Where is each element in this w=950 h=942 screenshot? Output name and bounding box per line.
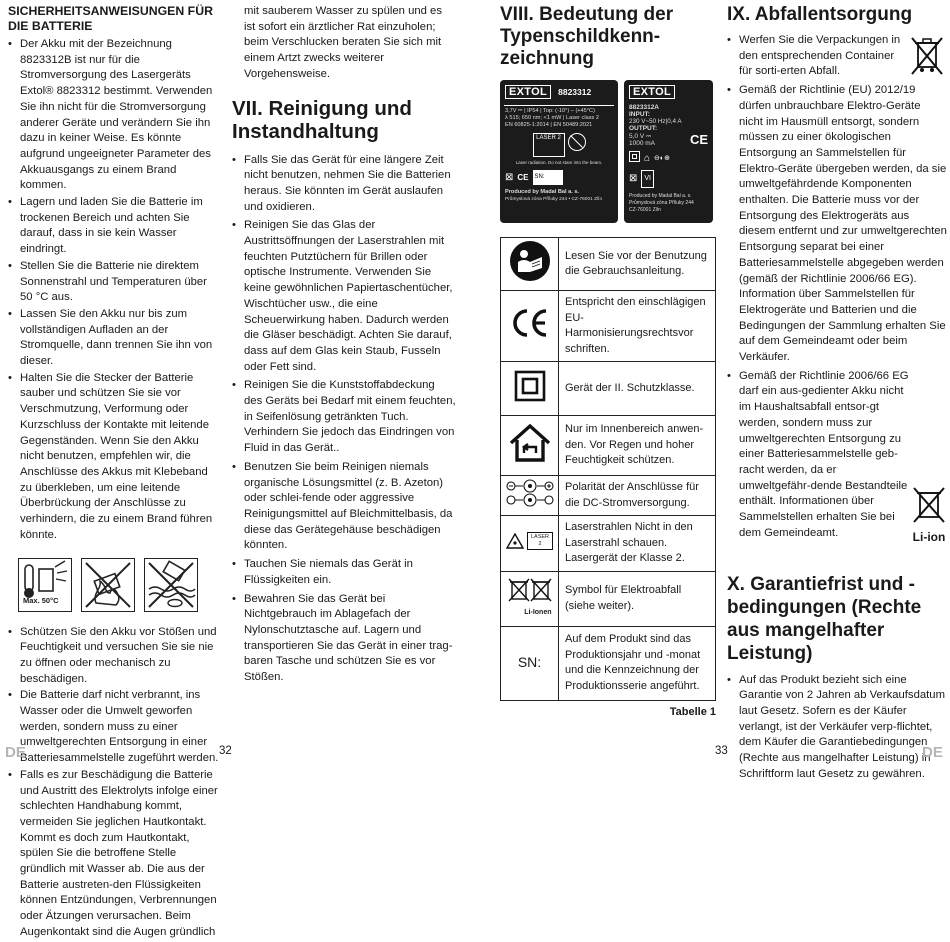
input-label: INPUT: xyxy=(629,110,650,118)
laser-class-box: LASER 2 xyxy=(533,133,565,157)
model-number: 8823312 xyxy=(558,87,592,97)
weee-small-icon: ⊠ xyxy=(629,173,638,185)
battery-warning-icons xyxy=(18,558,222,612)
list-item: • Tauchen Sie niemals das Gerät in Flüssigkeiten ein. xyxy=(232,557,456,588)
list-item: • Bewahren Sie das Gerät bei Nichtgebrauch im Ablagefach der Nylonschutztasche auf. Lagern und transportieren Sie das Gerät in einer trag-baren Tasche und schützen Sie es vor Stößen. xyxy=(232,592,456,686)
weee-battery-icon xyxy=(911,485,947,525)
disposal-list xyxy=(727,33,947,542)
table-row xyxy=(501,626,716,700)
laser-no-stare-icon xyxy=(568,133,586,151)
laser-warning-icon xyxy=(506,532,553,550)
battery-safety-list-b xyxy=(8,625,222,941)
laser-warning-text: Laser radiation. Do not stare into the beam. xyxy=(515,159,603,165)
list-item: • Werfen Sie die Verpackungen in den entsprechenden Container für sorti-erten Abfall. xyxy=(727,33,947,80)
efficiency-small-icon: VI xyxy=(641,170,654,188)
ce-small-icon: CE xyxy=(689,131,708,147)
weee-li-ion-group xyxy=(911,485,947,544)
list-item: • Falls es zur Beschädigung die Batterie und Austritt des Elektrolyts infolge einer schlechten Handhabung kommt, vermeiden Sie jeglichen Hautkontakt. Kommt es doch zum Hautkontakt, spülen Sie die betroffene Stelle gründlich mit Wasser ab. Die aus der Batterie austreten-den Flüssigkeiten können Entzündungen, Verbrennungen oder Ätzungen verursachen. Beim Augenkontakt sind die Augen gründlich xyxy=(8,768,222,941)
weee-li-ion-icon xyxy=(508,577,552,617)
producer-address: Průmyslová zóna Příluky 244 xyxy=(629,199,694,206)
temperature-label: Max. 50°C xyxy=(23,595,59,605)
table-row xyxy=(501,476,716,516)
list-item: • Auf das Produkt bezieht sich eine Garantie von 2 Jahren ab Verkaufsdatum laut Gesetz. Sofern es der Käufer verlangt, ist der Verkäufer verp-flichtet, dem Käufer die Garantiebedingungen (Rechte aus mangelhafter Leistung) in Schriftform laut Gesetz zu gewähren. xyxy=(727,673,947,783)
list-item: • Der Akku mit der Bezeichnung 8823312B ist nur für die Stromversorgung des Lasergeräts Extol® 8823312 bestimmt. Verwenden Sie ihn nicht für die Stromversorgung anderer Geräte und verändern Sie ihn dazu in keiner Weise. Es könnte aufgrund ungeeigneter Parameter des Akkuausgangs zu einem Brand kommen. xyxy=(8,37,222,194)
rating-label-charger xyxy=(624,80,713,223)
model-number: 8823312A xyxy=(629,103,659,111)
indoor-use-icon xyxy=(508,423,552,463)
disposal-heading: IX. Abfallentsorgung xyxy=(727,4,913,25)
symbol-table xyxy=(500,237,716,701)
ce-small-icon: CE xyxy=(517,172,529,182)
table-cell-text: Entspricht den einschlägigen EU-Harmonisierungsrechtsvor schriften. xyxy=(559,291,716,362)
spec-line-3: EN 60825-1:2014 | EN 50489:2021 xyxy=(505,121,593,128)
laser-class-label: LASER 2 xyxy=(527,532,553,550)
table-row xyxy=(501,238,716,291)
dc-polarity-icon xyxy=(504,478,556,508)
producer-text: Produced by Madal Bal a. s. xyxy=(629,192,692,199)
table-row xyxy=(501,362,716,416)
polarity-small-icon: ⊖◐⊕ xyxy=(654,155,671,163)
input-value: 230 V~50 Hz|0,4 A xyxy=(629,117,682,125)
weee-small-icon: ⊠ xyxy=(505,171,514,183)
table-cell-text: Symbol für Elektroabfall (siehe weiter). xyxy=(559,571,716,626)
brand-logo: EXTOL xyxy=(629,85,675,99)
column-rating-plate xyxy=(500,4,718,720)
column-disposal-warranty xyxy=(727,4,947,783)
list-item: • Reinigen Sie das Glas der Austrittsöffnungen der Laserstrahlen mit feuchten Putztüchern für Brillen oder optische Instrumente. Verwenden Sie keine gewöhnlichen Papiertaschentücher, Wischtücher usw., die eine Scheuerwirkung haben. Dadurch werden die Gläser beschädigt. Achten Sie darauf, dass auf dem Glas kein Staub, Fusseln oder Fett sind. xyxy=(232,218,456,375)
list-item: • Lassen Sie den Akku nur bis zum vollständigen Aufladen an der Stromquelle, dann trennen Sie ihn von dieser. xyxy=(8,307,222,370)
ce-mark-icon xyxy=(510,308,550,338)
read-manual-icon xyxy=(509,240,551,282)
list-item: • Schützen Sie den Akku vor Stößen und Feuchtigkeit und versuchen Sie sie nie zu öffnen oder mechanisch zu beschädigen. xyxy=(8,625,222,688)
list-item: • Gemäß der Richtlinie (EU) 2012/19 dürfen unbrauchbare Elektro-Geräte nicht im Hausmüll entsorgt, sondern müssen zu einer ökologischen Entsorgung an Sammelstellen für Elektro-Geräte übergeben werden, da sie umweltgefährdende Komponenten enthalten. Die Batterie muss vor der Entsorgung des Elektrogeräts aus diesem entfernt und zur umweltgerechten Entsorgung separat bei einer Batteriesammelstelle abgegeben werden (gemäß der Richtlinie 2006/66 EG). Information über Sammelstellen für Elektrogeräte und Batterien und die Bedingungen der Sammlung erhalten Sie auf dem Gemeindeamt oder beim Verkäufer. xyxy=(727,83,947,366)
warranty-heading: X. Garantiefrist und -bedingungen (Rechte aus mangelhafter Leistung) xyxy=(727,573,922,664)
output-current: 1000 mA xyxy=(629,139,656,147)
table-row xyxy=(501,291,716,362)
cleaning-heading: VII. Reinigung und Instandhaltung xyxy=(232,96,412,144)
table-cell-text: Auf dem Produkt sind das Produktionsjahr und -monat und die Kennzeichnung der Produktionsserie angeführt. xyxy=(559,626,716,700)
list-item: • Die Batterie darf nicht verbrannt, ins Wasser oder die Umwelt geworfen werden, sondern muss zu einer umweltgerechten Entsorgung in einer Batteriesammelstelle zugeführt werden. xyxy=(8,688,222,767)
rating-label-device xyxy=(500,80,618,223)
battery-safety-title: SICHERHEITSANWEISUNGEN FÜR DIE BATTERIE xyxy=(8,4,213,33)
column-battery-safety xyxy=(8,4,222,942)
table-cell-text: Laserstrahlen Nicht in den Laserstrahl schauen. Lasergerät der Klasse 2. xyxy=(559,516,716,572)
list-item: • Halten Sie die Stecker der Batterie sauber und schützen Sie sie vor Verschmutzung, Verformung oder Kurzschluss der Kontakte mit leitende Gegenständen. Wenn Sie den Akku nicht benutzen, empfehlen wir, die Anschlüsse des Akkus mit Klebeband zu überkleben, um eine leitende Überbrückung der Anschlüsse zu verhindern, die zu einem Brand führen könnte. xyxy=(8,371,222,544)
spec-line-2: λ 515; 650 nm; <1 mW | Laser class 2 xyxy=(505,114,599,121)
list-item: • Gemäß der Richtlinie 2006/66 EG darf ein aus-gedienter Akku nicht im Haushaltsabfall entsor-gt werden, sondern muss zur umweltgerechten Entsorgung zu einer Batteriesammelstelle geb-racht werden, da er umweltgefähr-dende Bestandteile enthält. Informationen über Sammelstellen erhalten Sie bei dem Gemeindeamt. xyxy=(727,369,947,542)
output-voltage: 5,0 V ⎓ xyxy=(629,132,652,140)
list-item: • Reinigen Sie die Kunststoffabdeckung des Geräts bei Bedarf mit einem feuchten, in Seifenlösung getränkten Tuch. Verhindern Sie jedoch das Eindringen von Fluid in das Gerät.. xyxy=(232,378,456,457)
column-cleaning xyxy=(232,4,456,687)
table-cell-text: Polarität der Anschlüsse für die DC-Stromversorgung. xyxy=(559,476,716,516)
li-ion-label: Li-ion xyxy=(912,529,946,544)
table-row xyxy=(501,416,716,476)
table-row xyxy=(501,571,716,626)
language-code-left: DE xyxy=(5,744,26,761)
table-row xyxy=(501,516,716,572)
producer-address: Průmyslová zóna Příluky 244 • CZ-76001 Zlín xyxy=(505,197,603,203)
no-fire-icon xyxy=(81,558,135,612)
page-number-right: 33 xyxy=(715,745,728,757)
sn-label: SN: xyxy=(533,170,563,186)
warranty-list xyxy=(727,673,947,783)
list-item: • Benutzen Sie beim Reinigen niemals organische Lösungsmittel (z. B. Azeton) oder schlei-fende oder aggressive Reinigungsmittel auf Bleichmittelbasis, da diese das Gerätegehäuse beschädigen könnten. xyxy=(232,460,456,554)
producer-text: Produced by Madal Bal a. s. xyxy=(505,189,579,196)
rating-plate-heading: VIII. Bedeutung der Typenschildkenn-zeichnung xyxy=(500,4,674,69)
class-ii-icon xyxy=(514,370,546,402)
page-number-left: 32 xyxy=(219,745,232,757)
producer-city: CZ-76001 Zlín xyxy=(629,206,661,213)
list-item: • Falls Sie das Gerät für eine längere Zeit nicht benutzen, nehmen Sie die Batterien heraus. Sie könnten im Gerät auslaufen und oxidieren. xyxy=(232,153,456,216)
list-item: • Lagern und laden Sie die Batterie im trockenen Bereich und achten Sie darauf, dass in sie kein Wasser eindringt. xyxy=(8,195,222,258)
output-label: OUTPUT: xyxy=(629,124,658,132)
table-cell-text: Lesen Sie vor der Benutzung die Gebrauchsanleitung. xyxy=(559,238,716,291)
no-water-disposal-icon xyxy=(144,558,198,612)
table-cell-text: Nur im Innenbereich anwen-den. Vor Regen und hoher Feuchtigkeit schützen. xyxy=(559,416,716,476)
spec-line-1: 3,7V ⎓ | IP54 | Top: (-10°) – (+45°C) xyxy=(505,107,595,114)
table-caption: Tabelle 1 xyxy=(669,705,716,718)
continuation-text: mit sauberem Wasser zu spülen und es ist sofort ein ärztlicher Rat einzuholen; beim Verschlucken beraten Sie sich mit einem Artzt zwecks weiterer Vorgehensweise. xyxy=(244,5,442,80)
rating-plate-labels xyxy=(500,80,718,223)
li-ionen-label: Li-Ionen xyxy=(524,609,552,616)
battery-safety-list-a xyxy=(8,37,222,544)
cleaning-list xyxy=(232,153,456,686)
sn-text: SN: xyxy=(501,626,559,700)
indoor-small-icon: ⌂ xyxy=(644,153,651,165)
max-temperature-icon xyxy=(18,558,72,612)
list-item: • Stellen Sie die Batterie nie direktem Sonnenstrahl und Temperaturen über 50 °C aus. xyxy=(8,259,222,306)
table-cell-text: Gerät der II. Schutzklasse. xyxy=(559,362,716,416)
language-code-right: DE xyxy=(922,744,943,761)
class-ii-small-icon xyxy=(629,151,640,162)
brand-logo: EXTOL xyxy=(505,85,551,99)
